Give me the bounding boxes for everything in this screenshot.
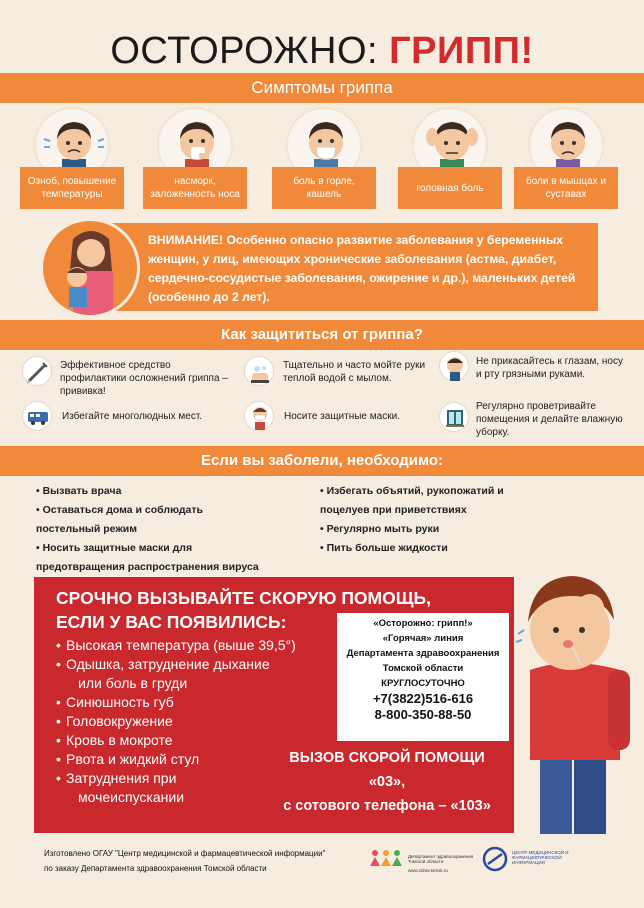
- call-line: ВЫЗОВ СКОРОЙ ПОМОЩИ: [289, 750, 485, 766]
- hotline-line: «Осторожно: грипп!»: [373, 618, 473, 629]
- list-item-text: Пить больше жидкости: [326, 542, 448, 554]
- bus-icon: [22, 401, 52, 431]
- symptom-label: Озноб, повышение температуры: [20, 167, 124, 209]
- symptom-card: [398, 103, 502, 209]
- symptom-label: головная боль: [398, 167, 502, 209]
- symptom-card: [20, 103, 124, 209]
- ambulance-call-text: [262, 746, 512, 818]
- call-line: «03»,: [368, 774, 406, 790]
- list-item: • Вызвать врача: [36, 485, 122, 497]
- list-item: [36, 520, 259, 539]
- hotline-box: [337, 613, 509, 741]
- tip-text: Носите защитные маски.: [284, 411, 400, 422]
- symptom-label: боль в горле, кашель: [272, 167, 376, 209]
- symptoms-heading: Симптомы гриппа: [0, 73, 644, 103]
- footer-line: по заказу Департамента здравоохранения Томской области: [44, 864, 267, 873]
- title-main: ОСТОРОЖНО:: [110, 30, 379, 72]
- tip-text: Избегайте многолюдных мест.: [62, 411, 203, 422]
- list-item: [320, 501, 504, 520]
- protection-heading: Как защититься от гриппа?: [0, 320, 644, 350]
- emergency-heading-line: ЕСЛИ У ВАС ПОЯВИЛИСЬ:: [56, 612, 287, 632]
- tip-text: Регулярно проветривайте помещения и делайте влажную уборку.: [476, 401, 623, 438]
- attention-text: ВНИМАНИЕ! Особенно опасно развитие заболевания у беременных женщин, у лиц, имеющих хронические заболевания (астма, диабет, сердечно-сосудистые заболевания, ожирение и др.), маленьких детей (особенно до 2 лет).: [148, 233, 576, 304]
- tip-text: Эффективное средство профилактики осложнений гриппа – прививка!: [60, 360, 228, 397]
- emergency-symptoms: [56, 636, 296, 807]
- list-item: • Регулярно мыть руки: [320, 523, 440, 535]
- list-item: • Одышка, затруднение дыхание: [56, 655, 296, 674]
- hotline-line: Томской области: [382, 663, 464, 674]
- list-item: [36, 558, 259, 577]
- symptom-label: насморк, заложенность носа: [143, 167, 247, 209]
- logo-text: ЦЕНТР МЕДИЦИНСКОЙ И ФАРМАЦЕВТИЧЕСКОЙ ИНФОРМАЦИИ: [512, 850, 569, 865]
- syringe-icon: [22, 356, 52, 386]
- hand-wash-icon: [244, 356, 274, 386]
- list-item: • Высокая температура (выше 39,5°): [56, 636, 296, 655]
- if-sick-list-right: [320, 482, 504, 558]
- list-item: или боль в груди: [78, 675, 188, 691]
- if-sick-heading: Если вы заболели, необходимо:: [0, 446, 644, 476]
- list-item: • Синюшность губ: [56, 693, 296, 712]
- list-item-text: Носить защитные маски для: [42, 542, 193, 554]
- page-title: [0, 30, 644, 73]
- list-item: • Оставаться дома и соблюдать: [36, 504, 203, 516]
- list-item-text: предотвращения распространения вируса: [36, 561, 259, 573]
- list-item: мочеиспускании: [78, 789, 185, 805]
- footer-line: Изготовлено ОГАУ "Центр медицинской и фармацевтической информации": [44, 849, 326, 858]
- list-item: • Головокружение: [56, 712, 296, 731]
- logo-url: www.zdrav.tomsk.ru: [408, 868, 448, 873]
- symptom-card: [514, 103, 618, 209]
- mask-icon: [244, 401, 274, 431]
- list-item: • Избегать объятий, рукопожатий и: [320, 485, 504, 497]
- hotline-line: «Горячая» линия: [382, 633, 464, 644]
- list-item: • Затруднения при: [56, 769, 296, 788]
- logo-text: Департамент здравоохранения Томской области: [408, 854, 474, 864]
- list-item-text: постельный режим: [36, 523, 138, 535]
- sick-man-illustration: [510, 560, 644, 840]
- list-item-text: Оставаться дома и соблюдать: [42, 504, 203, 516]
- footer-credits: [44, 846, 325, 876]
- tip-text: Не прикасайтесь к глазам, носу и рту грязными руками.: [476, 356, 623, 380]
- symptom-card: [143, 103, 247, 209]
- list-item: • Пить больше жидкости: [320, 542, 448, 554]
- hotline-phone[interactable]: +7(3822)516-616: [372, 691, 474, 706]
- symptom-card: [272, 103, 376, 209]
- window-icon: [439, 402, 469, 432]
- hotline-line: Департамента здравоохранения: [346, 648, 500, 659]
- pharma-logo-icon: [482, 846, 508, 872]
- list-item-text: поцелуев при приветствиях: [320, 504, 467, 516]
- people-logo-icon: [368, 848, 404, 870]
- emergency-heading-line: СРОЧНО ВЫЗЫВАЙТЕ СКОРУЮ ПОМОЩЬ,: [56, 588, 431, 608]
- hotline-phone[interactable]: 8-800-350-88-50: [374, 707, 472, 722]
- hotline-line: КРУГЛОСУТОЧНО: [381, 678, 465, 689]
- list-item: • Кровь в мокроте: [56, 731, 296, 750]
- pharma-center-logo: [482, 846, 592, 876]
- tip-text: Тщательно и часто мойте руки теплой водой с мылом.: [283, 360, 426, 384]
- list-item-text: Избегать объятий, рукопожатий и: [326, 485, 504, 497]
- mother-child-icon: [40, 218, 140, 318]
- symptom-label: боли в мышцах и суставах: [514, 167, 618, 209]
- face-touch-icon: [439, 351, 469, 381]
- list-item-text: Регулярно мыть руки: [326, 523, 440, 535]
- list-item: • Носить защитные маски для: [36, 542, 193, 554]
- if-sick-list-left: [36, 482, 259, 577]
- health-department-logo: [368, 848, 478, 878]
- title-accent: ГРИПП!: [389, 30, 534, 72]
- list-item: • Рвота и жидкий стул: [56, 750, 296, 769]
- list-item-text: Вызвать врача: [42, 485, 122, 497]
- call-line: с сотового телефона – «103»: [283, 798, 491, 814]
